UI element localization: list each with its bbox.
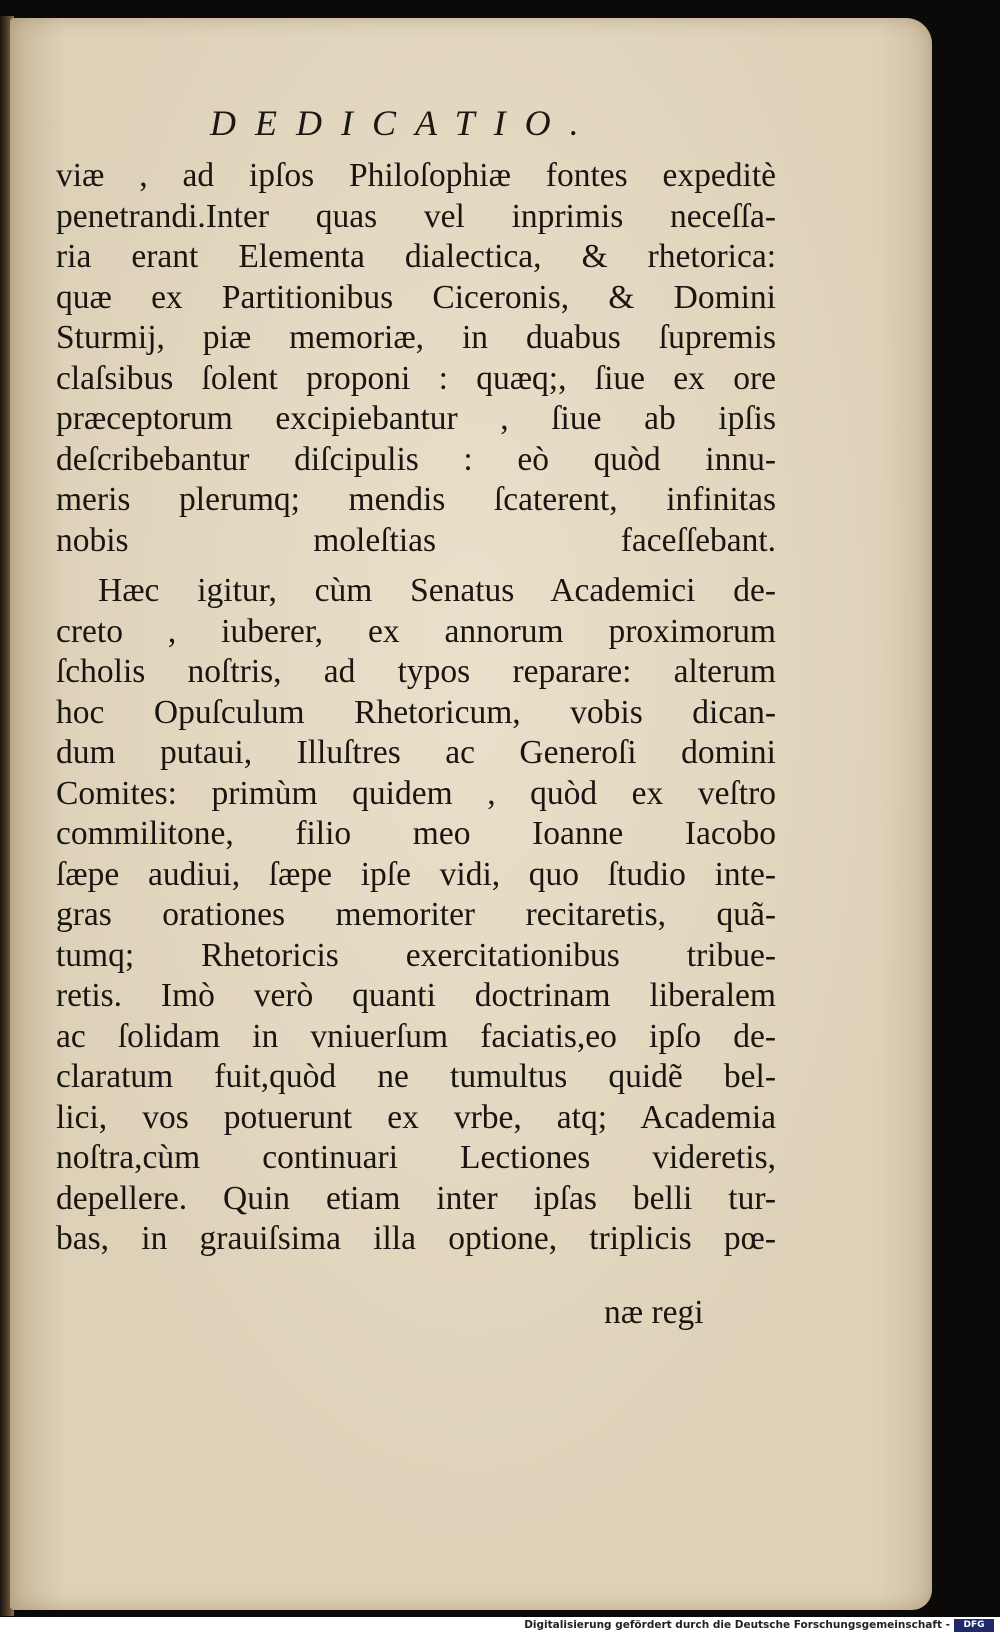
text-line: præceptorum excipiebantur , ſiue ab ipſis — [56, 400, 776, 437]
running-head: DEDICATIO. — [210, 103, 598, 143]
text-line: creto , iuberer, ex annorum proximorum — [56, 612, 776, 650]
text-line: viæ , ad ipſos Philoſophiæ fontes expeditè — [56, 157, 776, 194]
text-line: Hæc igitur, cùm Senatus Academici de- — [98, 572, 776, 609]
text-line: claſsibus ſolent proponi : quæq;, ſiue ex ore — [56, 359, 776, 397]
dfg-logo: DFG — [954, 1619, 994, 1632]
text-line: ſcholis noſtris, ad typos reparare: alterum — [56, 653, 776, 690]
text-line: bas, in grauiſsima illa optione, triplicis pœ- — [56, 1220, 776, 1257]
text-line: nobis moleſtias faceſſebant. — [56, 521, 776, 559]
paragraph-1 — [56, 156, 776, 561]
text-line: quæ ex Partitionibus Ciceronis, & Domini — [56, 278, 776, 316]
text-line: ſæpe audiui, ſæpe ipſe vidi, quo ſtudio inte- — [56, 855, 776, 893]
text-line: tumq; Rhetoricis exercitationibus tribue- — [56, 936, 776, 974]
funding-credit: Digitalisierung gefördert durch die Deutsche Forschungsgemeinschaft - — [524, 1619, 950, 1631]
text-line: penetrandi.Inter quas vel inprimis neceſſa- — [56, 197, 776, 235]
text-line: ac ſolidam in vniuerſum faciatis,eo ipſo de- — [56, 1017, 776, 1055]
book-page — [10, 18, 932, 1610]
text-line: Sturmij, piæ memoriæ, in duabus ſupremis — [56, 319, 776, 356]
text-line: noſtra,cùm continuari Lectiones videretis, — [56, 1139, 776, 1176]
text-line: gras orationes memoriter recitaretis, quã- — [56, 896, 776, 933]
text-line: depellere. Quin etiam inter ipſas belli tur- — [56, 1179, 776, 1217]
text-line: commilitone, filio meo Ioanne Iacobo — [56, 815, 776, 852]
text-line: Comites: primùm quidem , quòd ex veſtro — [56, 774, 776, 812]
text-line: claratum fuit,quòd ne tumultus quidẽ bel- — [56, 1058, 776, 1095]
paragraph-2 — [56, 571, 776, 1260]
text-line: ria erant Elementa dialectica, & rhetorica: — [56, 238, 776, 275]
text-line: retis. Imò verò quanti doctrinam liberalem — [56, 977, 776, 1014]
text-line: lici, vos potuerunt ex vrbe, atq; Academia — [56, 1098, 776, 1136]
text-line: dum putaui, Illuſtres ac Generoſi domini — [56, 734, 776, 771]
text-line: hoc Opuſculum Rhetoricum, vobis dican- — [56, 693, 776, 731]
text-line: meris plerumq; mendis ſcaterent, infinitas — [56, 481, 776, 518]
text-line: deſcribebantur diſcipulis : eò quòd innu- — [56, 440, 776, 478]
digitization-footer — [0, 1617, 1000, 1635]
catchword: næ regi — [604, 1294, 704, 1331]
body-text — [56, 156, 776, 1260]
